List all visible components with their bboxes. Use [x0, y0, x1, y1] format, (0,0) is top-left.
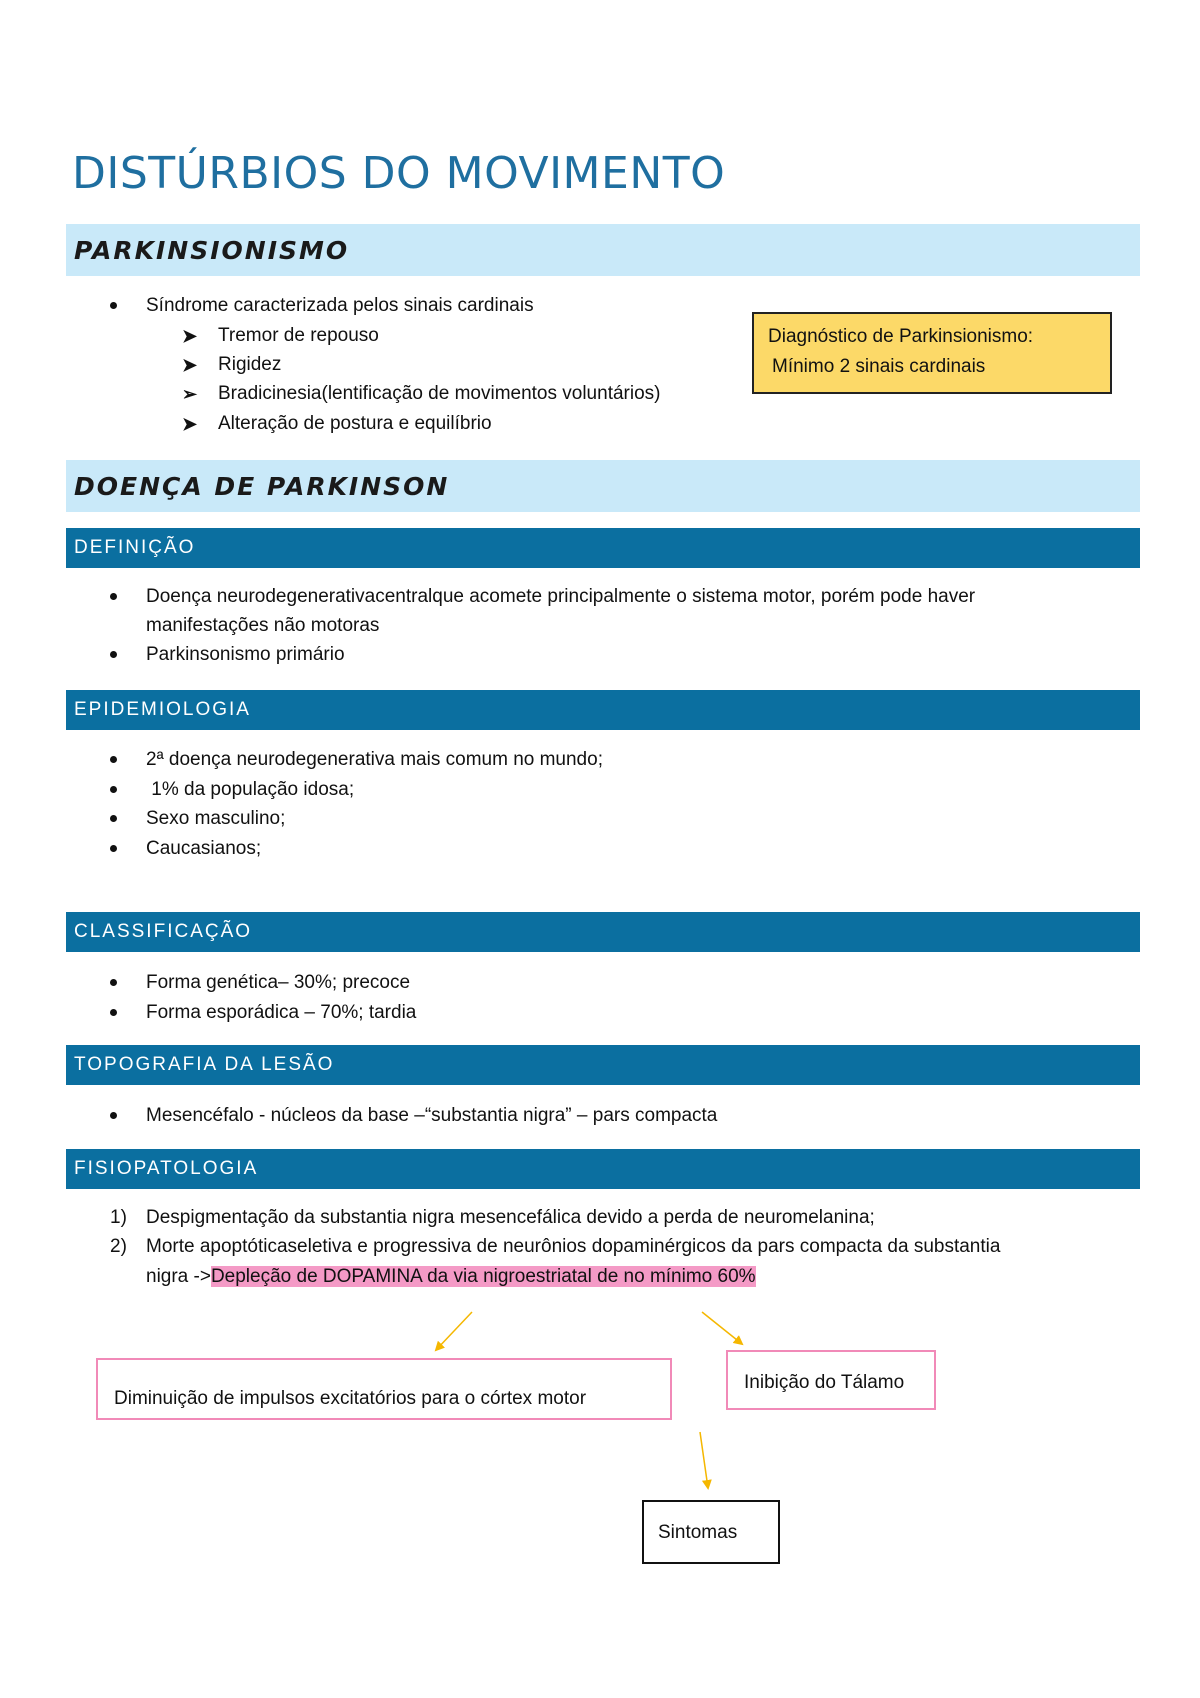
sign-item: Alteração de postura e equilíbrio: [218, 413, 492, 434]
flow-box-cortex: [96, 1358, 672, 1420]
arrow-bullet-icon: ➤: [182, 355, 198, 375]
arrow-bullet-icon: ➢: [182, 384, 198, 404]
flow-box-cortex-text: Diminuição de impulsos excitatórios para o córtex motor: [114, 1388, 587, 1409]
topografia-item: Mesencéfalo - núcleos da base –“substantia nigra” – pars compacta: [146, 1105, 718, 1126]
sign-item: Bradicinesia(lentificação de movimentos voluntários): [218, 383, 661, 404]
epidemiologia-item: Sexo masculino;: [146, 808, 286, 829]
arrow-to-thalamus: [702, 1312, 742, 1344]
definicao-item-line-1: Doença neurodegenerativacentralque acomete principalmente o sistema motor, porém pode haver: [146, 586, 976, 607]
fisiopatologia-item: Despigmentação da substantia nigra mesencefálica devido a perda de neuromelanina;: [146, 1207, 875, 1228]
list-number: 1): [110, 1207, 127, 1228]
parkinsonismo-intro: Síndrome caracterizada pelos sinais cardinais: [146, 295, 534, 316]
document-title: DISTÚRBIOS DO MOVIMENTO: [72, 148, 726, 199]
epidemiologia-item: 1% da população idosa;: [146, 779, 355, 800]
dopamine-depletion-highlight: Depleção de DOPAMINA da via nigroestriatal de no mínimo 60%: [210, 1266, 756, 1287]
diagnosis-line-1: Diagnóstico de Parkinsionismo:: [768, 326, 1034, 347]
subsection-heading-definicao-text: DEFINIÇÃO: [74, 537, 196, 558]
diagnosis-line-2: Mínimo 2 sinais cardinais: [772, 356, 986, 377]
subsection-heading-epidemiologia-text: EPIDEMIOLOGIA: [74, 699, 251, 720]
sign-item: Rigidez: [218, 354, 282, 375]
classificacao-item: Forma esporádica – 70%; tardia: [146, 1002, 417, 1023]
epidemiologia-item: 2ª doença neurodegenerativa mais comum no mundo;: [146, 749, 603, 770]
fisiopatologia-item-line-2-plain: nigra ->: [146, 1266, 211, 1287]
classificacao-item: Forma genética– 30%; precoce: [146, 972, 411, 993]
definicao-item-line-2: manifestações não motoras: [146, 615, 380, 636]
fisiopatologia-item-line-1: Morte apoptóticaseletiva e progressiva de neurônios dopaminérgicos da pars compacta da substantia: [146, 1236, 1001, 1257]
list-number: 2): [110, 1236, 127, 1257]
flow-box-symptoms-text: Sintomas: [658, 1522, 738, 1543]
arrow-to-symptoms: [700, 1432, 708, 1488]
sign-item: Tremor de repouso: [218, 325, 379, 346]
flow-box-thalamus-text: Inibição do Tálamo: [744, 1372, 905, 1393]
epidemiologia-item: Caucasianos;: [146, 838, 262, 859]
subsection-heading-fisiopatologia-text: FISIOPATOLOGIA: [74, 1158, 259, 1179]
flow-box-symptoms: [642, 1500, 780, 1564]
section-heading-parkinsonismo-text: PARKINSIONISMO: [74, 236, 350, 265]
arrow-bullet-icon: ➤: [182, 414, 198, 434]
flow-box-thalamus: [726, 1350, 936, 1410]
subsection-heading-classificacao-text: CLASSIFICAÇÃO: [74, 921, 253, 942]
arrow-to-cortex: [436, 1312, 472, 1350]
subsection-heading-topografia-text: TOPOGRAFIA DA LESÃO: [74, 1054, 335, 1075]
arrow-bullet-icon: ➤: [182, 326, 198, 346]
section-heading-doenca-text: DOENÇA DE PARKINSON: [74, 472, 450, 501]
definicao-item: Parkinsonismo primário: [146, 644, 345, 665]
